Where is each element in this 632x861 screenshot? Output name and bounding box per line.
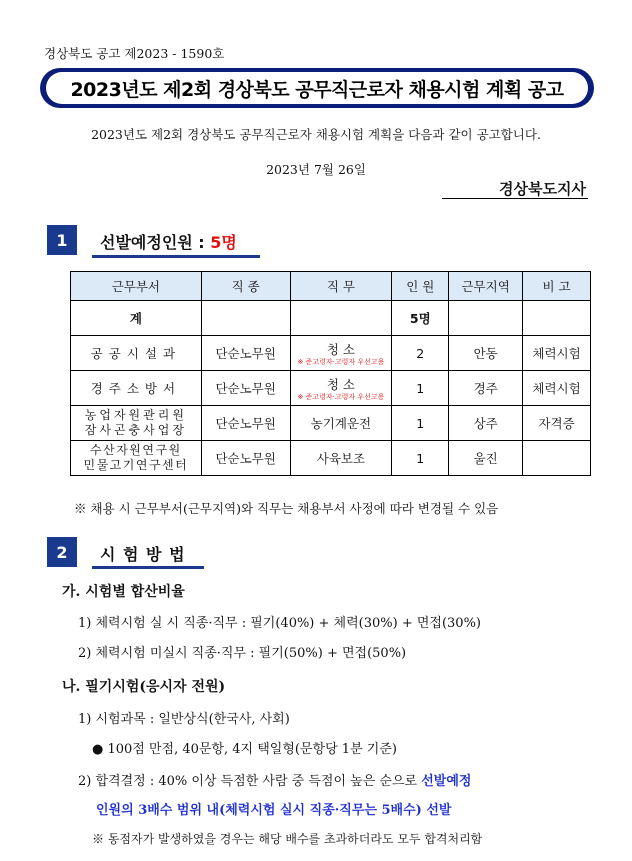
b-item2-highlight1: 선발예정 — [421, 774, 472, 789]
header-remark: 비 고 — [523, 272, 591, 301]
tie-note: ※ 동점자가 발생하였을 경우는 해당 배수를 초과하더라도 모두 합격처리함 — [92, 832, 483, 846]
row4-type: 단순노무원 — [201, 441, 290, 476]
row3-remark: 자격증 — [523, 406, 591, 441]
row1-region: 안동 — [449, 336, 523, 371]
header-region: 근무지역 — [449, 272, 523, 301]
row4-count: 1 — [392, 441, 449, 476]
title-banner — [40, 68, 594, 108]
row2-dept: 경주소방서 — [71, 371, 202, 406]
title-inner — [46, 72, 588, 104]
total-type-empty — [201, 301, 290, 336]
row2-duty-cell — [290, 371, 392, 406]
row2-duty-note: ※ 준고령자·고령자 우선고용 — [297, 392, 385, 401]
table-footnote: ※ 채용 시 근무부서(근무지역)와 직무는 채용부서 사정에 따라 변경될 수 있음 — [74, 501, 499, 516]
section1-number: 1 — [47, 225, 77, 255]
row2-type: 단순노무원 — [201, 371, 290, 406]
section1-count: 5명 — [210, 233, 237, 252]
section2-title: 시 험 방 법 — [100, 545, 186, 564]
row1-duty-note: ※ 준고령자·고령자 우선고용 — [297, 357, 385, 366]
subsection-b-item2-line1 — [78, 770, 471, 789]
header-duty: 직 무 — [290, 272, 392, 301]
total-label: 계 — [71, 301, 202, 336]
bullet-text: 100점 만점, 40문항, 4지 택일형(문항당 1분 기준) — [107, 742, 397, 757]
row1-type: 단순노무원 — [201, 336, 290, 371]
table-row — [71, 441, 591, 476]
row3-count: 1 — [392, 406, 449, 441]
row3-dept-line2: 잠사곤충사업장 — [84, 423, 187, 437]
header-type: 직 종 — [201, 272, 290, 301]
row1-duty-cell — [290, 336, 392, 371]
total-remark-empty — [523, 301, 591, 336]
row1-dept: 공공시설과 — [71, 336, 202, 371]
row2-remark: 체력시험 — [523, 371, 591, 406]
subsection-a-item2: 2) 체력시험 미실시 직종·직무 : 필기(50%) + 면접(50%) — [78, 646, 407, 661]
row2-duty: 청 소 — [326, 376, 355, 392]
b-item2-highlight2: 인원의 3배수 범위 내(체력시험 실시 직종·직무는 5배수) 선발 — [96, 803, 452, 818]
row3-region: 상주 — [449, 406, 523, 441]
row1-count: 2 — [392, 336, 449, 371]
page-title: 2023년도 제2회 경상북도 공무직근로자 채용시험 계획 공고 — [70, 78, 564, 101]
row3-dept-line1: 농업자원관리원 — [84, 408, 187, 422]
b-item2-plain: 2) 합격결정 : 40% 이상 득점한 사람 중 득점이 높은 순으로 — [78, 774, 422, 789]
row3-type: 단순노무원 — [201, 406, 290, 441]
total-duty-empty — [290, 301, 392, 336]
row2-count: 1 — [392, 371, 449, 406]
subsection-a-item1: 1) 체력시험 실 시 직종·직무 : 필기(40%) + 체력(30%) + 면접(30%) — [78, 616, 482, 631]
issuer-name: 경상북도지사 — [499, 180, 586, 198]
row4-dept-cell — [71, 441, 202, 476]
section1-title-label: 선발예정인원 : — [100, 233, 205, 252]
subsection-b-title: 나. 필기시험(응시자 전원) — [62, 679, 226, 695]
row4-region: 울진 — [449, 441, 523, 476]
row3-dept-cell — [71, 406, 202, 441]
table-row — [71, 371, 591, 406]
table-row — [71, 406, 591, 441]
subsection-b-item1: 1) 시험과목 : 일반상식(한국사, 사회) — [78, 712, 290, 727]
total-count: 5명 — [392, 301, 449, 336]
notice-number: 경상북도 공고 제2023 - 1590호 — [44, 46, 225, 61]
row4-dept-line1: 수산자원연구원 — [90, 443, 182, 457]
intro-text: 2023년도 제2회 경상북도 공무직근로자 채용시험 계획을 다음과 같이 공고합니다. — [91, 127, 541, 142]
row4-remark — [523, 441, 591, 476]
row4-dept-line2: 민물고기연구센터 — [83, 458, 189, 472]
row2-region: 경주 — [449, 371, 523, 406]
row4-duty: 사육보조 — [290, 441, 392, 476]
table-row — [71, 336, 591, 371]
subsection-a-title: 가. 시험별 합산비율 — [62, 584, 185, 600]
recruitment-table — [70, 271, 591, 476]
table-total-row — [71, 301, 591, 336]
total-region-empty — [449, 301, 523, 336]
section1-underline — [92, 255, 260, 258]
row1-duty: 청 소 — [326, 341, 355, 357]
table-header-row — [71, 272, 591, 301]
bullet-item — [92, 738, 397, 757]
bullet-icon: ● — [92, 742, 104, 757]
row3-duty: 농기계운전 — [290, 406, 392, 441]
section1-title — [100, 230, 237, 253]
section2-number: 2 — [47, 537, 77, 567]
section2-underline — [92, 566, 204, 569]
header-count: 인 원 — [392, 272, 449, 301]
header-dept: 근무부서 — [71, 272, 202, 301]
notice-date: 2023년 7월 26일 — [266, 162, 366, 177]
issuer-underline — [442, 198, 588, 199]
row1-remark: 체력시험 — [523, 336, 591, 371]
